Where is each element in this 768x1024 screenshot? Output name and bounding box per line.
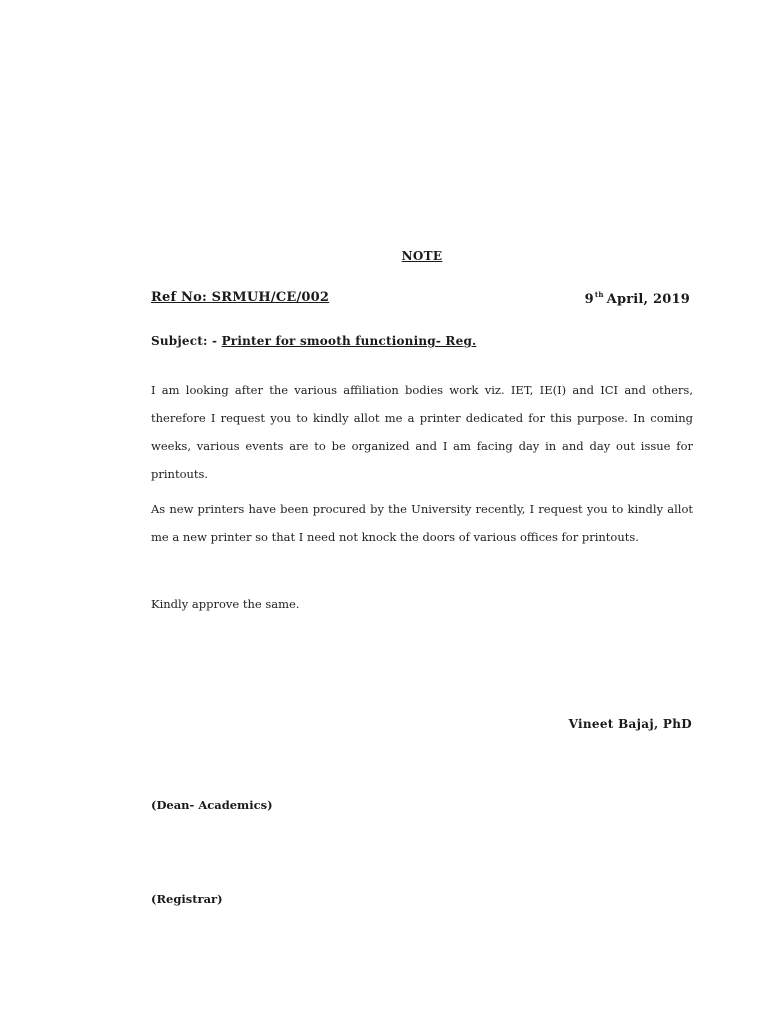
subject-line <box>151 334 476 348</box>
date-day: 9 <box>584 292 594 307</box>
reference-number <box>151 290 329 305</box>
signatory-name: Vineet Bajaj, PhD <box>568 717 692 731</box>
date-rest: April, 2019 <box>606 292 690 307</box>
subject-label: Subject: - <box>151 334 222 348</box>
body-paragraph-2: As new printers have been procured by the University recently, I request you to kindly allot me a new printer so that I need not knock the doors of various offices for printouts. <box>151 502 693 544</box>
recipient-registrar: (Registrar) <box>151 892 223 906</box>
reference-value: SRMUH/CE/002 <box>211 290 330 305</box>
reference-label: Ref No: <box>151 290 212 305</box>
note-title: NOTE <box>401 249 443 263</box>
approval-request: Kindly approve the same. <box>151 597 300 611</box>
date-suffix: th <box>594 290 604 299</box>
note-date <box>585 290 690 307</box>
recipient-dean: (Dean- Academics) <box>151 798 273 812</box>
body-paragraph-1: I am looking after the various affiliation bodies work viz. IET, IE(I) and ICI and others, therefore I request you to kindly allot me a printer dedicated for this purpose. In coming weeks, various events are to be organized and I am facing day in and day out issue for printouts. <box>151 383 693 481</box>
subject-text: Printer for smooth functioning- Reg. <box>221 334 477 348</box>
